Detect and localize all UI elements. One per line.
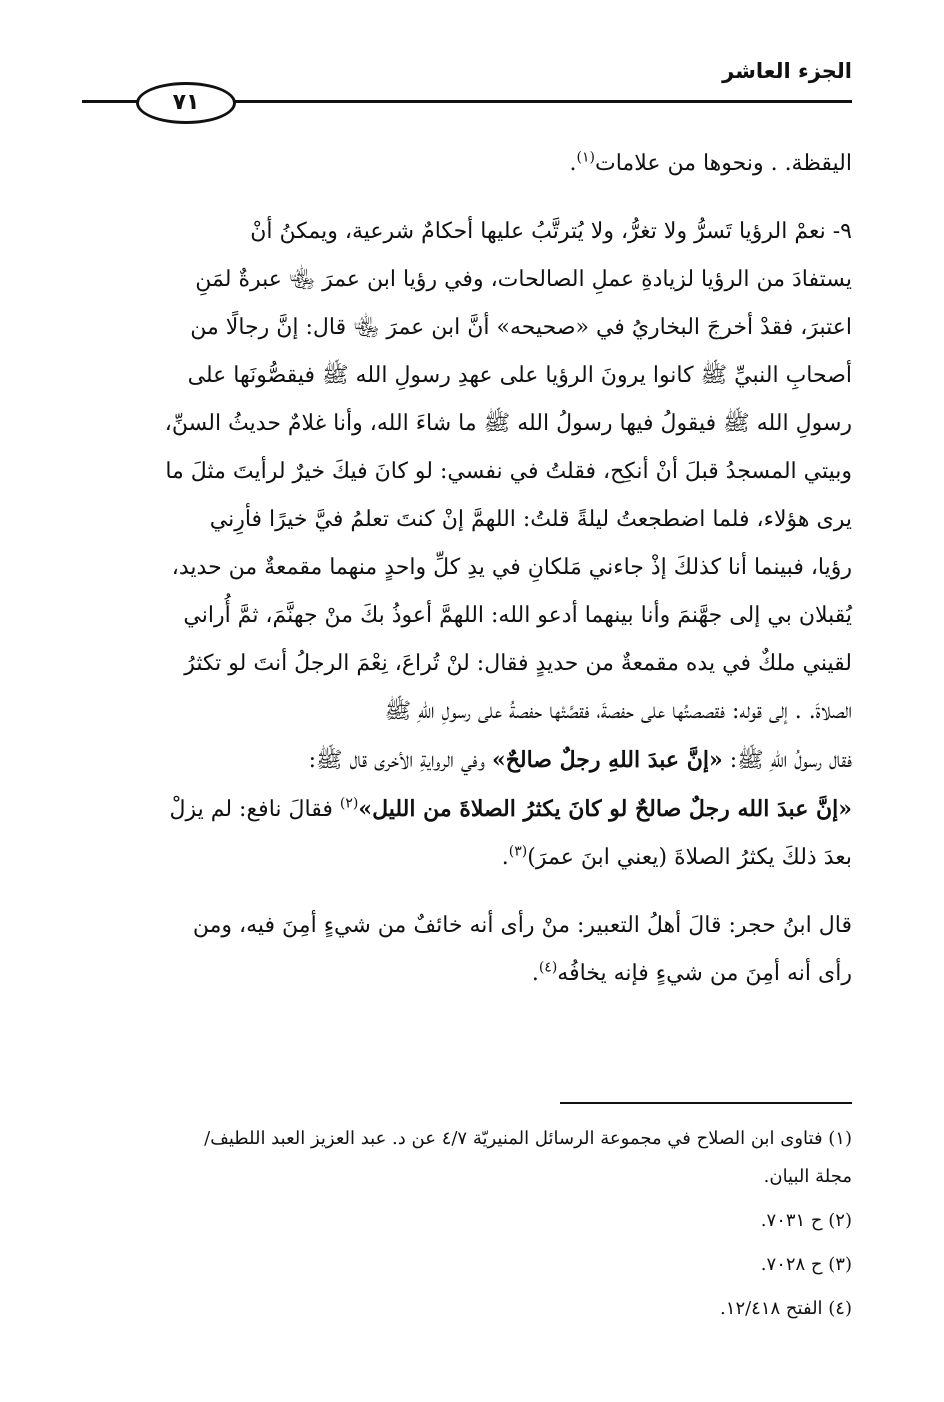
text-run: يستفادَ من الرؤيا لزيادةِ عملِ الصالحات، وفي رؤيا ابن عمرَ ﵄ عبرةٌ لمَنِ <box>195 267 852 292</box>
text-run: وبيتي المسجدُ قبلَ أنْ أنكِح، فقلتُ في نفسي: لو كانَ فيكَ خيرٌ لرأيتَ مثلَ ما <box>165 459 852 484</box>
text-run: فقالَ نافع: لم يزلْ <box>169 797 340 822</box>
running-title: الجزء العاشر <box>722 59 852 83</box>
footnote-text: مجلة البيان. <box>763 1166 852 1187</box>
text-run: رأى أنه أمِنَ من شيءٍ فإنه يخافُه <box>557 961 852 986</box>
paragraph <box>82 208 852 882</box>
footnote-text: (١) فتاوى ابن الصلاح في مجموعة الرسائل المنيريّة ٤/٧ عن د. عبد العزيز العبد اللطيف/ <box>204 1128 852 1149</box>
footnote-ref: (٢) <box>339 795 359 812</box>
text-run: «إنَّ عبدَ الله رجلٌ صالحٌ لو كانَ يكثرُ الصلاةَ من الليل» <box>358 796 852 822</box>
page-number: ٧١ <box>136 82 236 124</box>
text-run: . <box>531 961 539 986</box>
footnote-text: (٤) الفتح ١٢/٤١٨. <box>720 1298 852 1319</box>
footnote-text: (٢) ح ٧٠٣١. <box>760 1210 852 1231</box>
page-header <box>82 56 852 126</box>
text-run: يُقبلان بي إلى جهَّنمَ وأنا بينهما أدعو الله: اللهمَّ أعوذُ بكَ منْ جهنَّمَ، ثمَّ أُراني <box>183 603 852 628</box>
footnote-text: (٣) ح ٧٠٢٨. <box>760 1254 852 1275</box>
text-run: رسولِ الله ﷺ فيقولُ فيها رسولُ الله ﷺ ما شاءَ الله، وأنا غلامٌ حديثُ السنِّ، <box>164 411 852 436</box>
text-run: رؤيا، فبينما أنا كذلكَ إذْ جاءني مَلكانِ في يدِ كلِّ واحدٍ منهما مقمعةٌ من حديد، <box>171 555 852 580</box>
footnote-rule <box>560 1102 852 1104</box>
text-run: اليقظة. . ونحوها من علامات <box>595 151 852 176</box>
footnote <box>82 1202 852 1240</box>
footnote <box>82 1290 852 1328</box>
text-run: الصلاةَ. . إلى قوله: فقصصتُها على حفصةَ، فقصَّتْها حفصةُ على رسولِ اللهِ ﷺ <box>384 699 852 724</box>
text-run: «إنَّ عبدَ اللهِ رجلٌ صالحٌ» <box>491 747 723 773</box>
footnote <box>82 1120 852 1196</box>
text-run: اعتبرَ، فقدْ أخرجَ البخاريُ في «صحيحه» أنَّ ابن عمرَ ﵄ قال: إنَّ رجالًا من <box>190 315 852 340</box>
footnote-ref: (٣) <box>508 843 528 860</box>
footnote-ref: (٤) <box>538 959 558 976</box>
text-run: أصحابِ النبيِّ ﷺ كانوا يرونَ الرؤيا على عهدِ رسولِ الله ﷺ فيقصُّونَها على <box>187 363 852 388</box>
text-run: فقال رسولُ اللهِ ﷺ: <box>722 748 852 773</box>
text-run: وفي الروايةِ الأخرى قال ﷺ: <box>308 748 492 773</box>
text-run: يرى هؤلاء، فلما اضطجعتُ ليلةً قلتُ: اللهمَّ إنْ كنتَ تعلمُ فيَّ خيرًا فأرِني <box>209 507 852 532</box>
paragraph <box>82 140 852 188</box>
text-run: ٩- نعمْ الرؤيا تَسرُّ ولا تغرُّ، ولا يُترتَّبُ عليها أحكامٌ شرعية، ويمكنُ أنْ <box>250 219 852 244</box>
text-run: . <box>501 845 509 870</box>
footnote-ref: (١) <box>576 149 595 166</box>
paragraph <box>82 902 852 998</box>
body-text <box>82 140 852 998</box>
footnote <box>82 1246 852 1284</box>
text-run: بعدَ ذلكَ يكثرُ الصلاةَ (يعني ابنَ عمرَ) <box>527 845 852 870</box>
text-run: قال ابنُ حجر: قالَ أهلُ التعبير: منْ رأى أنه خائفٌ من شيءٍ أمِنَ فيه، ومن <box>192 913 852 938</box>
footnotes <box>82 1120 852 1334</box>
text-run: لقيني ملكٌ في يده مقمعةٌ من حديدٍ فقال: لنْ تُراعَ، نِعْمَ الرجلُ أنتَ لو تكثرُ <box>184 651 852 676</box>
text-run: . <box>569 151 577 176</box>
